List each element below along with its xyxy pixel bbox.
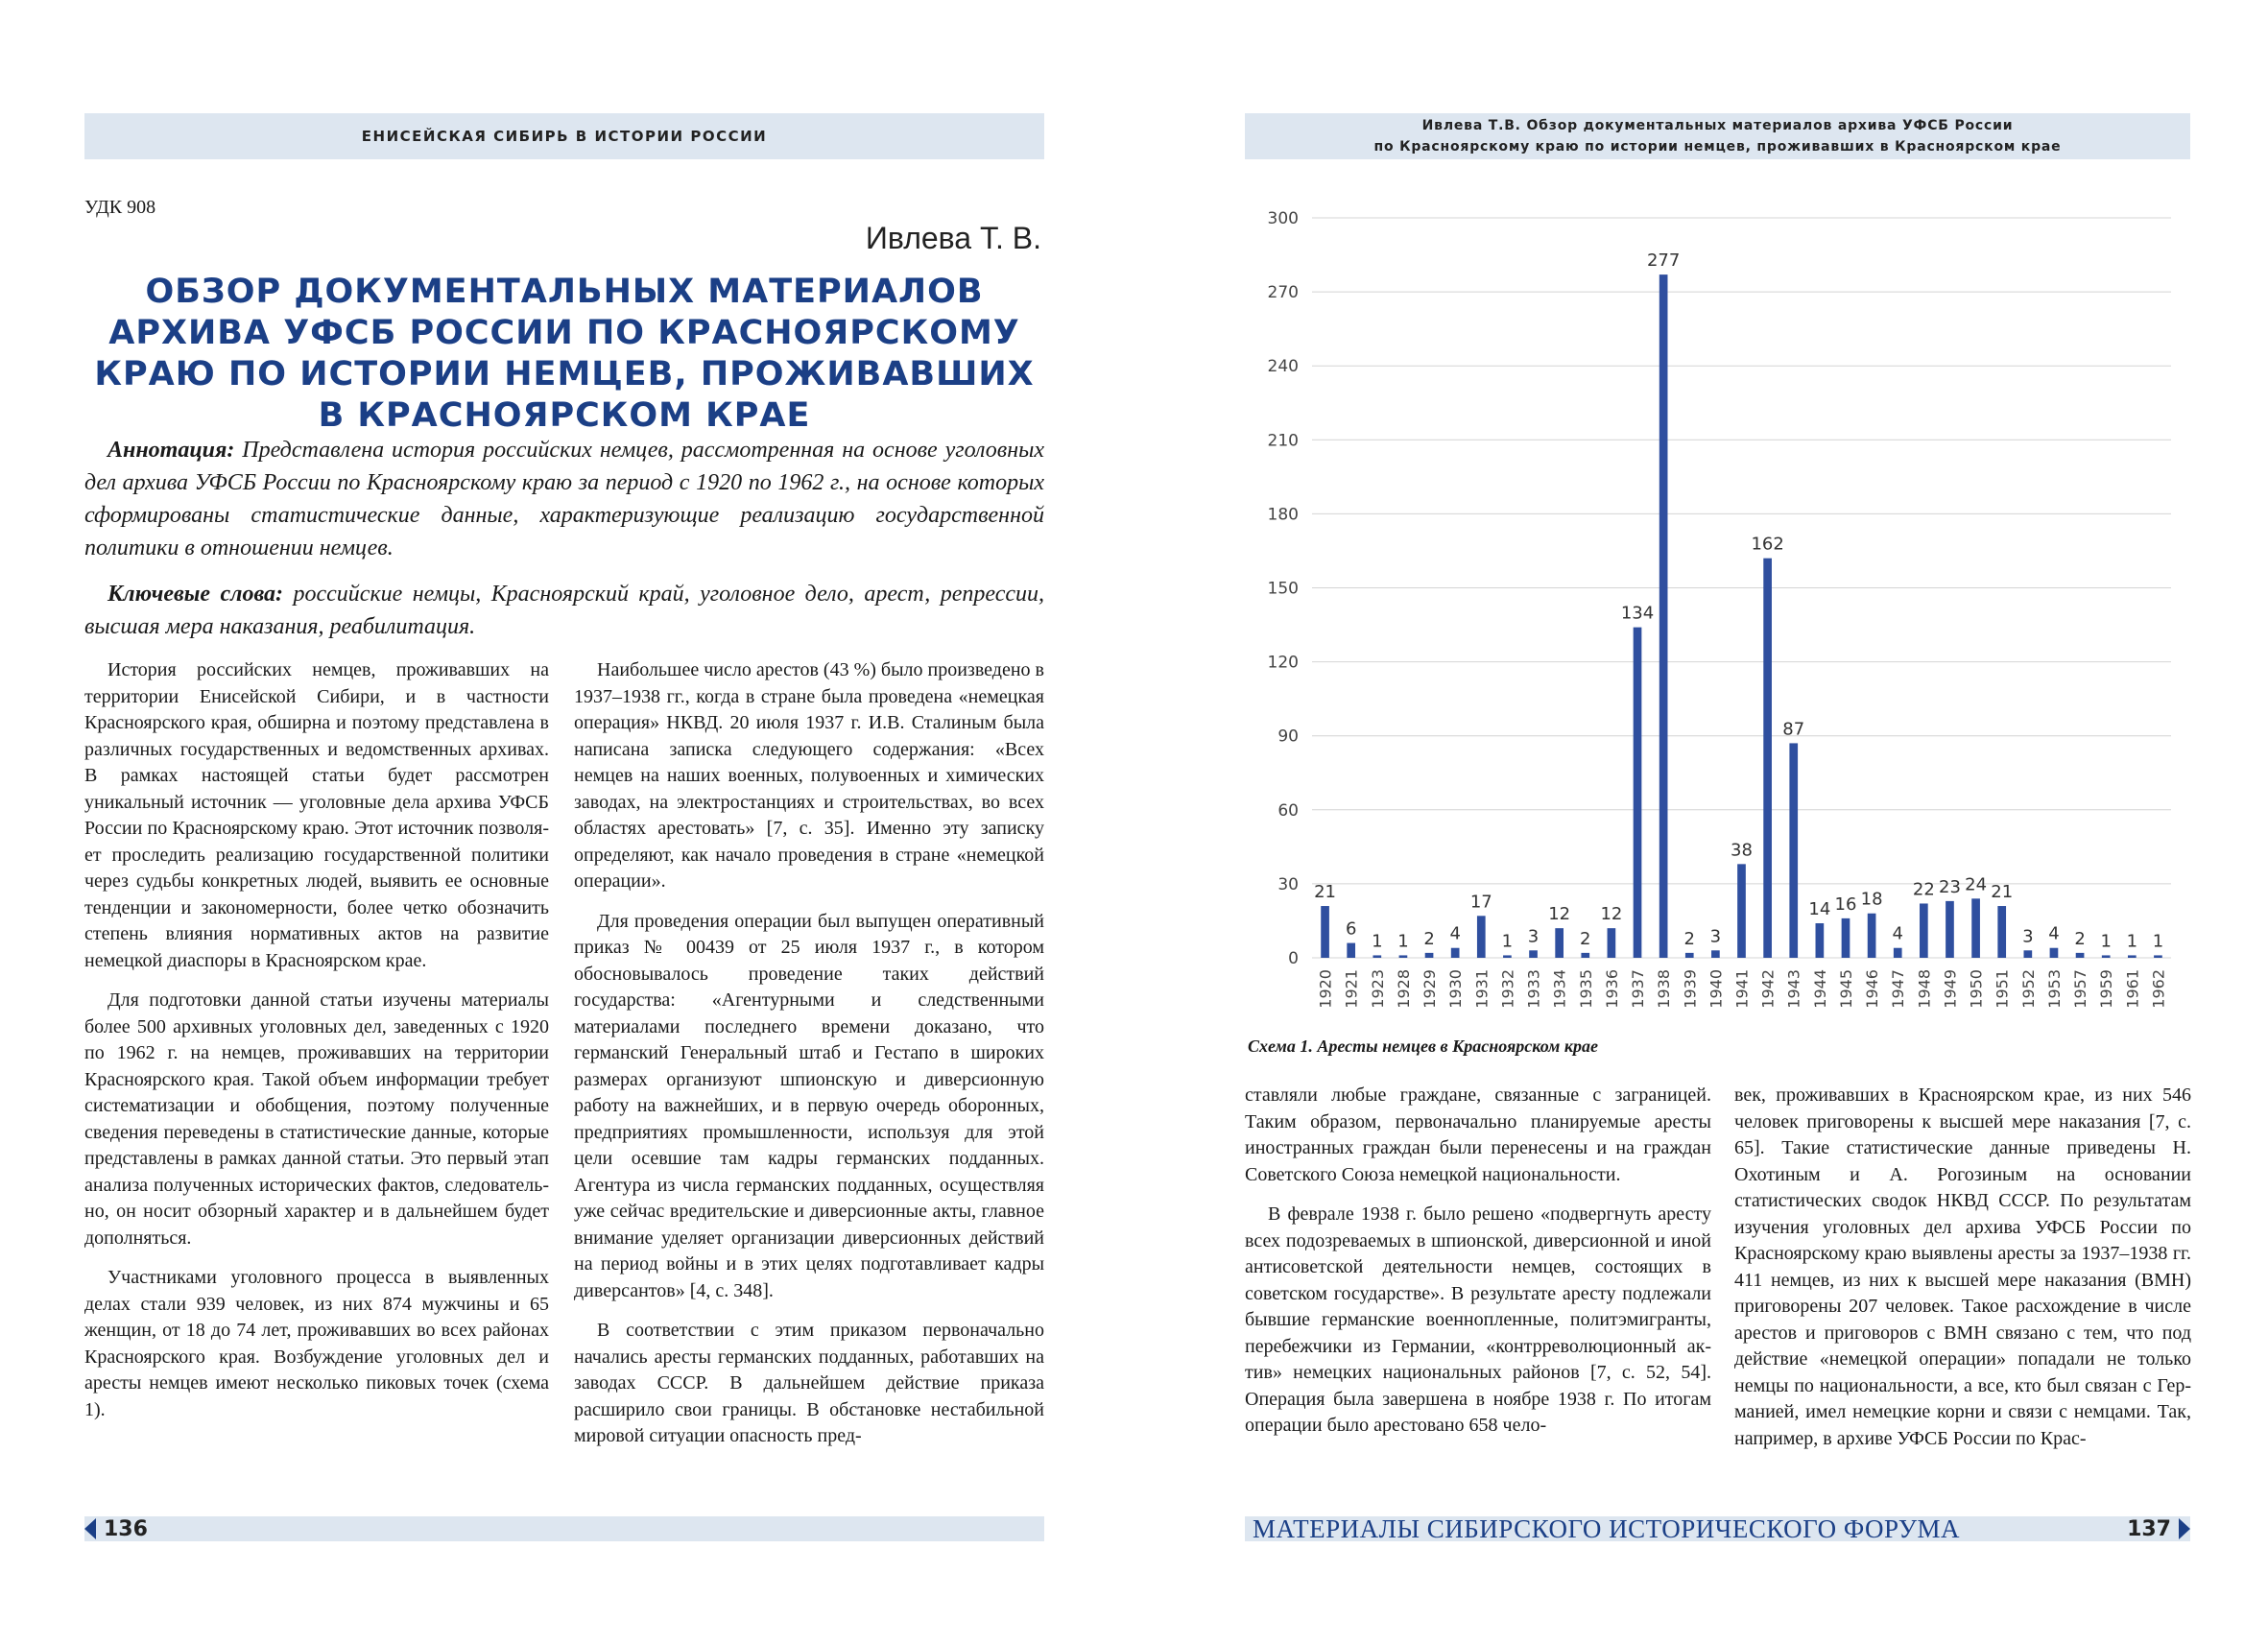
paragraph: В феврале 1938 г. было решено «подвергнуть аресту всех подозреваемых в шпионской, диверсионной и иной антисоветской деятельности немцев, состоящих в советском государстве». В результате аресту подлежали бывшие германские военнопленные, политэмигранты, перебежчики из Германии, «контрреволюционный актив» немецких национальных районов [7, с. 52, 54]. Операция была завершена в ноябре 1938 г. По итогам операции было арестовано 658 чело- [1245,1203,1711,1436]
x-tick-label: 1951 [1993,969,2012,1009]
data-label: 22 [1912,879,1935,900]
bar [1997,906,2006,958]
x-tick-label: 1957 [2071,969,2090,1009]
x-tick-label: 1945 [1836,969,1855,1009]
title-line: АРХИВА УФСБ РОССИИ ПО КРАСНОЯРСКОМУ [108,314,1020,352]
bar [1529,950,1538,958]
arrow-right-icon [2179,1518,2190,1539]
bar [2102,955,2111,958]
paragraph: История российских немцев, проживавших на территории Енисейской Сибири, и в частности Красноярского края, обширна и поэтому представлена в различных государственных и ведомственных архивах. В рамках настоящей статьи будет рассмотрен уникальный источник — уголовные дела архива УФСБ России по Красноярскому краю. Этот источник позволяет проследить реализацию государственной политики через судьбы конкретных людей, выявить ее основные тенденции и закономерности, более четко обозначить степень влияния нормативных актов на развитие немецкой диаспоры в Красноярском крае. [84,659,549,971]
data-label: 18 [1860,889,1883,910]
bar [1581,953,1589,958]
bar [1477,916,1486,958]
x-tick-label: 1934 [1550,969,1569,1009]
annotation-text: Представлена история российских немцев, рассмотренная на основе уголовных дел архива УФСБ России по Красноярскому краю за период с 1920 по 1962 г., на основе которых сформированы статистические данные, характеризующие реализацию государственной политики в отношении немцев. [84,438,1044,560]
data-label: 17 [1469,892,1492,913]
right-header-line-1: Ивлева Т.В. Обзор документальных материалов архива УФСБ России [1421,118,2014,133]
data-label: 4 [2048,923,2060,944]
left-footer [84,1516,1044,1541]
y-tick-label: 0 [1288,949,1299,968]
paragraph: ставляли любые граждане, связанные с заграницей. Таким образом, первоначально планируемые аресты иностранных граждан были перенесены и на граждан Советского Союза немецкой национальности. [1245,1084,1711,1185]
data-label: 1 [1501,931,1514,952]
article-title [84,272,1044,437]
bar [1425,953,1434,958]
x-tick-label: 1938 [1655,969,1674,1009]
bar [2050,948,2059,958]
udk-code: УДК 908 [84,197,156,218]
bar [1659,274,1668,958]
data-label: 1 [2152,931,2164,952]
paragraph: век, проживавших в Красноярском крае, из них 546 человек приговорены к высшей мере наказания [7, с. 65]. Такие статистические данные приведены Н. Охотиным и А. Рогозиным на основании статистических сводок НКВД СССР. По результатам изучения уголовных дел архива УФСБ России по Красноярскому краю выявлены аресты за 1937–1938 гг. 411 немцев, из них к высшей мере наказания (ВМН) приговорены 207 человек. Такое расхождение в числе арестов и приговоров с ВМН связано с тем, что под действие «немецкой операции» попадали не только немцы по национальности, а все, кто был связан с Германией, имел немецкие корни и связи с немцами. Так, например, в архиве УФСБ России по Крас- [1734,1084,2191,1449]
data-label: 2 [2074,928,2086,949]
paragraph: Для проведения операции был выпущен оперативный приказ № 00439 от 25 июля 1937 г., в котором обосновывалось проведение таких действий государства: «Агентурными и следственными материалами последнего времени доказано, что германский Генеральный штаб и Гестапо в широких размерах организуют шпионскую и диверсионную работу на важнейших, и в первую очередь оборонных, предприятиях промышленности, используя для этой цели осевшие там кадры германских подданных. Агентура из числа германских подданных, осуществляя уже сейчас вредительские и диверсионные акты, главное внимание уделяет организации диверсионных действий на период войны и в этих целях подготавливает кадры диверсантов» [4, с. 348]. [574,910,1044,1301]
x-tick-label: 1944 [1810,969,1829,1009]
bar [1373,955,1381,958]
bar [1634,628,1642,958]
bar [2128,955,2137,958]
data-label: 2 [1580,928,1591,949]
right-page-column-2 [1734,1083,2191,1465]
bar [1321,906,1329,958]
x-tick-label: 1952 [2018,969,2038,1009]
y-tick-label: 300 [1267,209,1299,228]
paragraph: В соответствии с этим приказом первоначально начались аресты германских подданных, работавших на заводах СССР. В дальнейшем действие приказа расширило свои границы. В обстановке нестабильной мировой ситуации опасность пред- [574,1320,1044,1446]
x-tick-label: 1937 [1629,969,1648,1009]
data-label: 24 [1965,874,1988,895]
bar [1451,948,1460,958]
arrests-bar-chart [1245,182,2205,1036]
y-tick-label: 90 [1277,727,1299,747]
keywords-label: Ключевые слова: [107,582,284,607]
keywords-text: российские немцы, Красноярский край, уголовное дело, арест, репрессии, высшая мера наказания, реабилитация. [84,582,1045,639]
data-label: 1 [1372,931,1383,952]
x-tick-label: 1962 [2149,969,2168,1009]
left-running-header [84,113,1044,159]
x-tick-label: 1939 [1681,969,1700,1009]
y-tick-label: 60 [1277,800,1299,821]
bar [1789,743,1798,958]
bar [1920,903,1928,958]
journal-title: МАТЕРИАЛЫ СИБИРСКОГО ИСТОРИЧЕСКОГО ФОРУМА [1253,1513,1960,1543]
data-label: 12 [1600,904,1623,925]
x-tick-label: 1961 [2123,969,2142,1009]
y-tick-label: 210 [1267,431,1299,451]
data-label: 1 [2126,931,2138,952]
bar [1971,898,1980,958]
left-page-number: 136 [84,1517,148,1541]
bar [2154,955,2162,958]
data-label: 14 [1808,899,1831,920]
x-tick-label: 1948 [1915,969,1934,1009]
bar [1608,928,1616,958]
data-label: 4 [1449,923,1461,944]
paragraph: Наибольшее число арестов (43 %) было произведено в 1937–1938 гг., когда в стране была проведена «немецкая операция» НКВД. 20 июля 1937 г. И.В. Сталиным была написана записка следующего содержания: «Всех немцев на наших военных, полувоенных и химических заводах, на электростанциях и строительствах, во всех областях арестовать» [7, с. 35]. Именно эту записку определяют, как начало проведения в стране «немецкой операции». [574,659,1044,892]
data-label: 23 [1939,876,1961,897]
bar [1711,950,1720,958]
bar [1946,901,1954,958]
x-tick-label: 1942 [1758,969,1778,1009]
bar [2023,950,2032,958]
author-name: Ивлева Т. В. [865,221,1041,255]
bar [1868,914,1876,958]
y-tick-label: 270 [1267,283,1299,303]
bar [1555,928,1564,958]
data-label: 277 [1646,250,1681,272]
data-label: 1 [2100,931,2112,952]
annotation [84,434,1044,564]
data-label: 16 [1834,893,1857,915]
x-tick-label: 1959 [2097,969,2116,1009]
data-label: 1 [1397,931,1409,952]
data-label: 21 [1314,882,1337,903]
left-page-column-2 [574,657,1044,1464]
y-tick-label: 30 [1277,874,1299,894]
bar [1763,559,1772,958]
paragraph: Для подготовки данной статьи изучены материалы более 500 архивных уголовных дел, заведенных с 1920 по 1962 г. на немцев, проживавших на территории Красноярского края. Такой объем информации требует систематизации и обобщения, поэтому полученные сведения переведены в статистические данные, которые представлены в рамках данной статьи. Это первый этап анализа полученных исторических фактов, следовательно, он носит обзорный характер и в дальнейшем будет дополняться. [84,989,549,1249]
x-tick-label: 1941 [1732,969,1752,1009]
x-tick-label: 1933 [1524,969,1543,1009]
arrow-left-icon [84,1518,96,1539]
data-label: 3 [1709,926,1722,947]
data-label: 12 [1548,904,1571,925]
abstract-block [84,434,1044,643]
title-line: КРАЮ ПО ИСТОРИИ НЕМЦЕВ, ПРОЖИВАВШИХ [94,355,1035,393]
x-tick-label: 1950 [1967,969,1986,1009]
chart-caption: Схема 1. Аресты немцев в Красноярском крае [1248,1036,1598,1056]
left-header-text: ЕНИСЕЙСКАЯ СИБИРЬ В ИСТОРИИ РОССИИ [361,128,768,145]
data-label: 134 [1620,603,1655,624]
x-tick-label: 1947 [1889,969,1908,1009]
bar [1842,918,1850,958]
keywords [84,578,1044,643]
x-tick-label: 1953 [2044,969,2064,1009]
data-label: 38 [1731,840,1753,861]
data-label: 87 [1782,719,1805,740]
title-line: ОБЗОР ДОКУМЕНТАЛЬНЫХ МАТЕРИАЛОВ [145,273,984,311]
bar [1894,948,1902,958]
right-header-line-2: по Красноярскому краю по истории немцев, проживавших в Красноярском крае [1373,139,2062,155]
data-label: 4 [1892,923,1903,944]
x-tick-label: 1932 [1498,969,1517,1009]
x-tick-label: 1923 [1368,969,1387,1009]
right-running-header [1245,113,2190,159]
y-tick-label: 120 [1267,653,1299,673]
title-line: В КРАСНОЯРСКОМ КРАЕ [318,396,811,435]
y-tick-label: 180 [1267,505,1299,525]
y-tick-label: 240 [1267,357,1299,377]
x-tick-label: 1946 [1863,969,1882,1009]
bar [1816,923,1825,958]
data-label: 2 [1423,928,1435,949]
bar [2076,953,2085,958]
x-tick-label: 1921 [1342,969,1361,1009]
x-tick-label: 1929 [1420,969,1440,1009]
x-tick-label: 1928 [1394,969,1413,1009]
x-tick-label: 1943 [1784,969,1803,1009]
data-label: 21 [1991,882,2014,903]
left-page-column-1 [84,657,549,1437]
x-tick-label: 1936 [1602,969,1621,1009]
data-label: 162 [1751,534,1784,555]
bar [1503,955,1512,958]
annotation-label: Аннотация: [107,438,235,463]
x-tick-label: 1931 [1472,969,1492,1009]
y-tick-label: 150 [1267,579,1299,599]
bar [1347,943,1355,958]
x-tick-label: 1949 [1941,969,1960,1009]
paragraph: Участниками уголовного процесса в выявленных делах стали 939 человек, из них 874 мужчины и 65 женщин, от 18 до 74 лет, проживавших во всех районах Красноярского края. Возбуждение уголовных дел и аресты немцев имеют несколько пиковых точек (схема 1). [84,1267,549,1420]
data-label: 3 [2022,926,2034,947]
x-tick-label: 1920 [1316,969,1335,1009]
data-label: 3 [1527,926,1540,947]
x-tick-label: 1940 [1707,969,1726,1009]
data-label: 2 [1683,928,1695,949]
bar [1685,953,1694,958]
right-page-column-1 [1245,1083,1711,1453]
bar [1737,864,1746,958]
right-page-number: 137 [2127,1517,2190,1541]
x-tick-label: 1930 [1446,969,1466,1009]
data-label: 6 [1345,918,1357,940]
x-tick-label: 1935 [1576,969,1595,1009]
bar [1399,955,1408,958]
right-footer [1245,1513,2190,1543]
